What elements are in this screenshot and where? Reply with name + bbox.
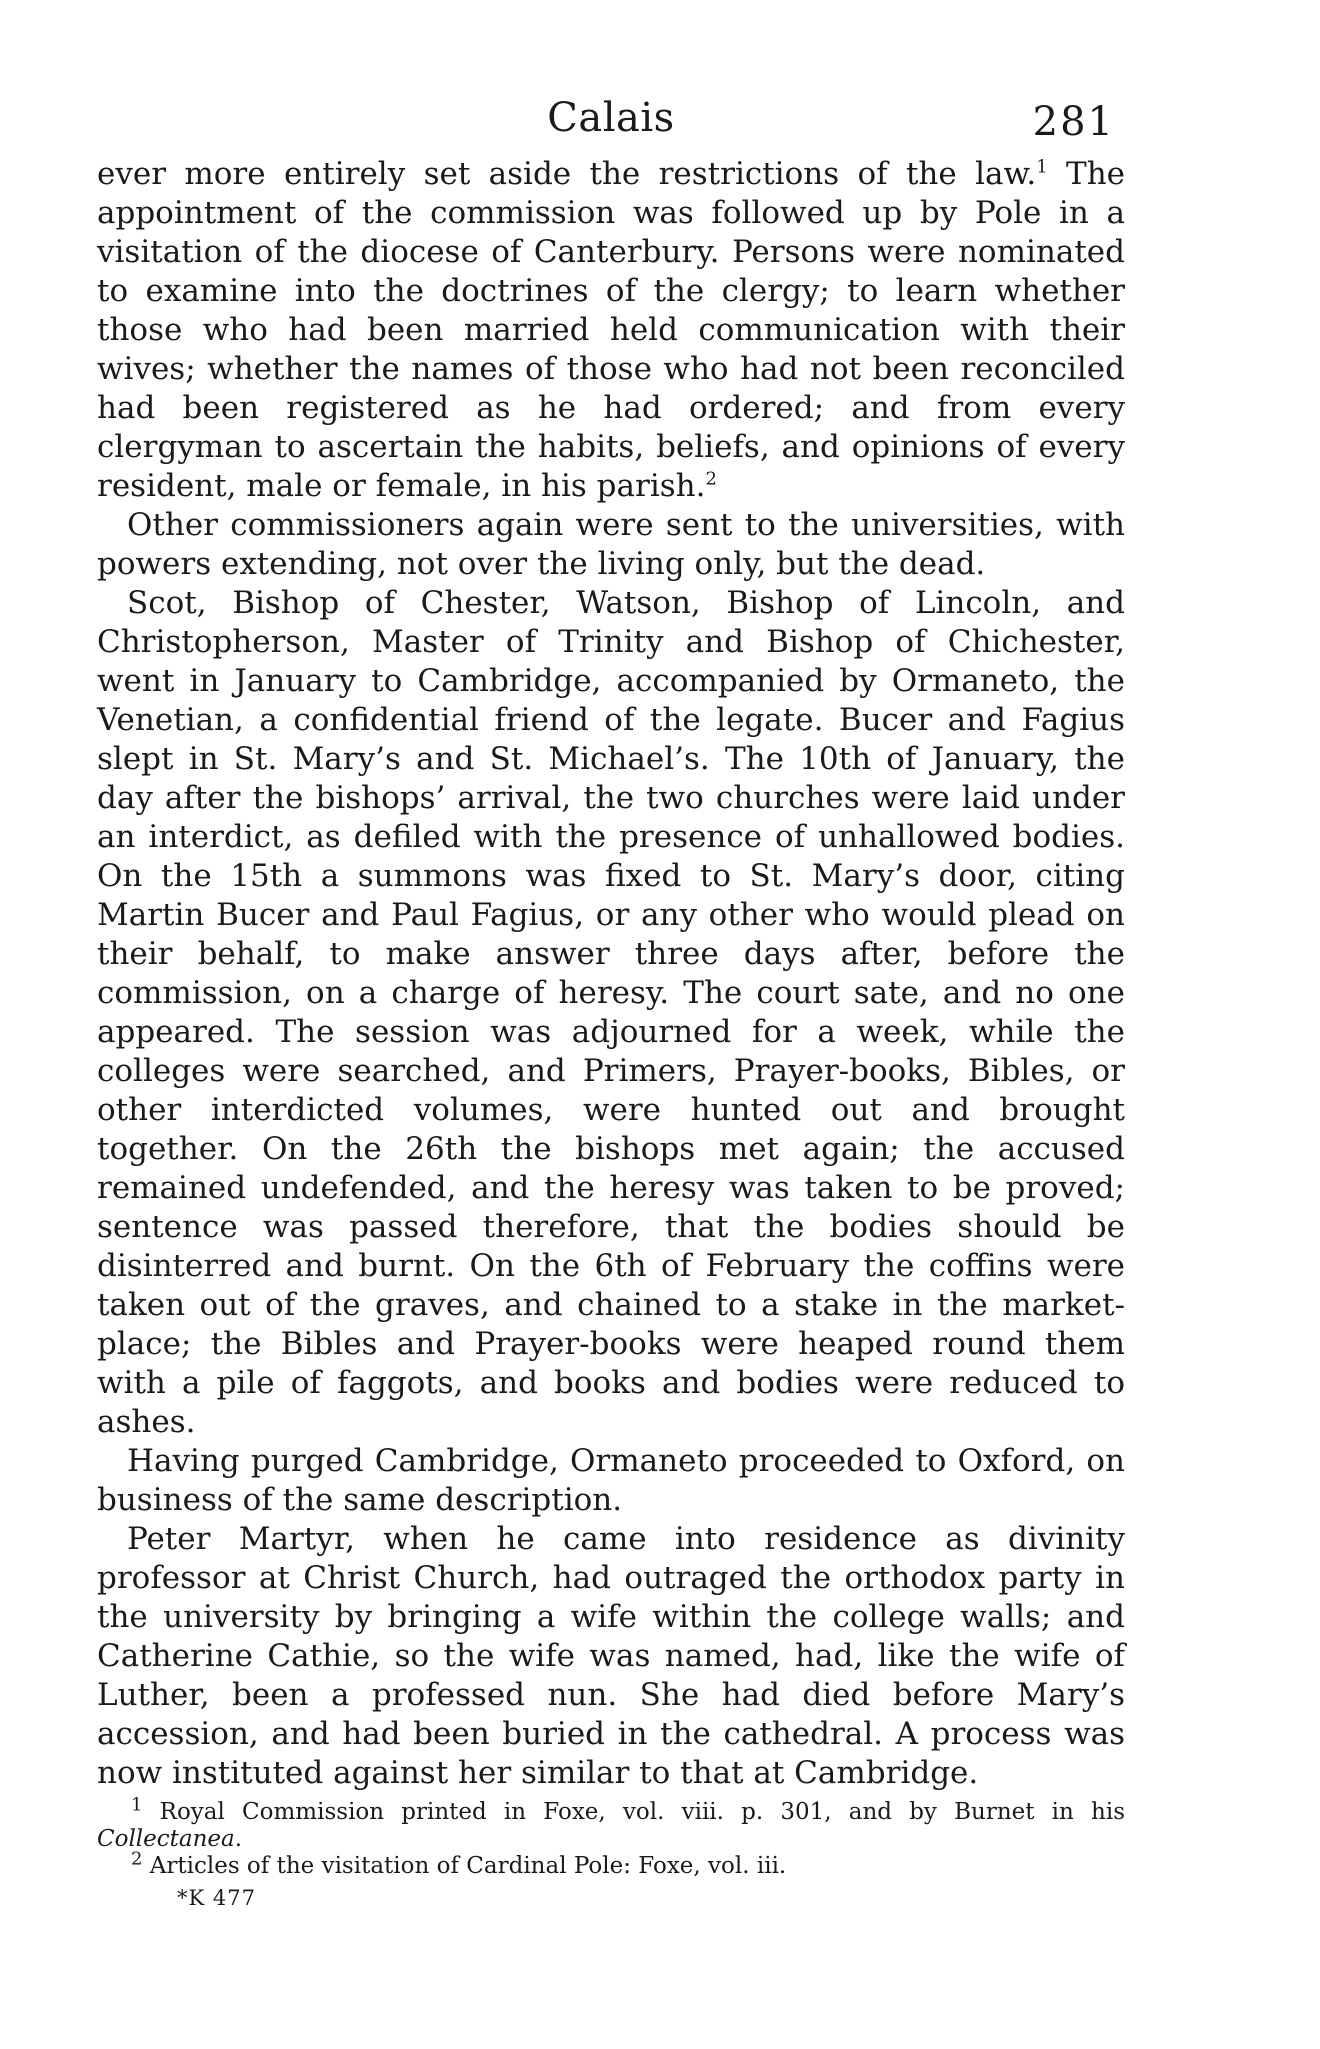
paragraph: Having purged Cambridge, Ormaneto proceeded to Oxford, on business of the same description. [97, 1443, 1125, 1518]
running-title: Calais [547, 95, 675, 141]
signature-mark: *K 477 [177, 1886, 256, 1910]
paragraph-text: ever more entirely set aside the restrictions of the law. [97, 156, 1037, 192]
book-page [97, 95, 1125, 1910]
footnote-ref: 1 [1036, 156, 1048, 178]
paragraph: Other commissioners again were sent to the universities, with powers extending, not over the living only, but the dead. [97, 507, 1125, 582]
page-header [97, 95, 1125, 155]
footnote-text: Articles of the visitation of Cardinal Pole: Foxe, vol. iii. [149, 1853, 787, 1879]
page-number: 281 [1032, 99, 1115, 145]
footnote-end: . [234, 1826, 243, 1852]
footnote-mark: 2 [131, 1848, 143, 1870]
body-text [97, 155, 1125, 1793]
footnote [97, 1848, 1125, 1880]
paragraph [97, 155, 1125, 506]
paragraph-text: The appointment of the commission was followed up by Pole in a visitation of the diocese of Canterbury. Persons were nominated to examine into the doctrines of the clergy; to learn whether those who had been married held communication with their wives; whether the names of those who had not been reconciled had been registered as he had ordered; and from every clergyman to ascertain the habits, beliefs, and opinions of every resident, male or female, in his parish. [97, 156, 1126, 504]
paragraph: Peter Martyr, when he came into residence as divinity professor at Christ Church, had outraged the orthodox party in the university by bringing a wife within the college walls; and Catherine Cathie, so the wife was named, had, like the wife of Luther, been a professed nun. She had died before Mary’s accession, and had been buried in the cathedral. A process was now instituted against her similar to that at Cambridge. [97, 1521, 1125, 1791]
footnote-text: Royal Commission printed in Foxe, vol. viii. p. 301, and by Burnet in his [159, 1799, 1125, 1825]
footnotes [97, 1794, 1125, 1880]
footnote [97, 1794, 1125, 1853]
footnote-italic: Collectanea [97, 1826, 235, 1852]
paragraph: Scot, Bishop of Chester, Watson, Bishop of Lincoln, and Christopherson, Master of Trinity and Bishop of Chichester, went in January to Cambridge, accompanied by Ormaneto, the Venetian, a confidential friend of the legate. Bucer and Fagius slept in St. Mary’s and St. Michael’s. The 10th of January, the day after the bishops’ arrival, the two churches were laid under an interdict, as defiled with the presence of unhallowed bodies. On the 15th a summons was fixed to St. Mary’s door, citing Martin Bucer and Paul Fagius, or any other who would plead on their behalf, to make answer three days after, before the commission, on a charge of heresy. The court sate, and no one appeared. The session was adjourned for a week, while the colleges were searched, and Primers, Prayer-books, Bibles, or other interdicted volumes, were hunted out and brought together. On the 26th the bishops met again; the accused remained undefended, and the heresy was taken to be proved; sentence was passed therefore, that the bodies should be disinterred and burnt. On the 6th of February the coffins were taken out of the graves, and chained to a stake in the market-place; the Bibles and Prayer-books were heaped round them with a pile of faggots, and books and bodies were reduced to ashes. [97, 585, 1125, 1440]
footnote-ref: 2 [705, 468, 717, 490]
footnote-mark: 1 [131, 1794, 143, 1816]
